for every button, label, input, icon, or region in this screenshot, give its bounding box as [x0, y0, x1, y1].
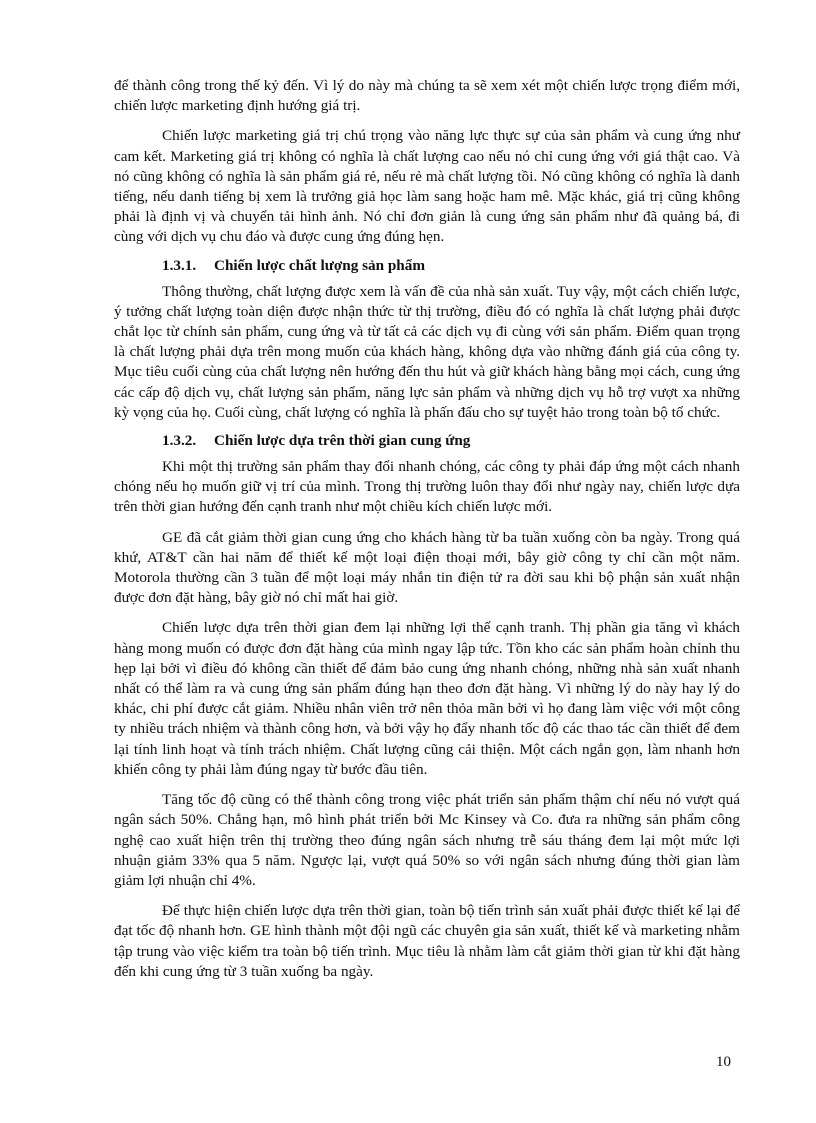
paragraph: Chiến lược dựa trên thời gian đem lại những lợi thế cạnh tranh. Thị phần gia tăng vì khách hàng mong muốn có được đơn đặt hàng của mình ngay lập tức. Tồn kho các sản phẩm hoàn chỉnh thu hẹp lại bởi vì điều đó không cần thiết để đảm bảo cung ứng nhanh chóng, những nhà sản xuất nhanh nhất có thể làm ra và cung ứng sản phẩm đúng hạn theo đơn đặt hàng. Vì những lý do này hay lý do khác, chi phí được cắt giảm. Nhiều nhân viên trở nên thỏa mãn bởi vì họ đang làm việc với một công ty nhiều trách nhiệm và thành công hơn, và bởi vậy họ đẩy nhanh tốc độ các thao tác cần thiết để đem lại tính linh hoạt và tính trách nhiệm. Chất lượng cũng cải thiện. Một cách ngắn gọn, làm nhanh hơn khiến công ty phải làm đúng ngay từ bước đầu tiên.: [114, 619, 740, 778]
paragraph: Để thực hiện chiến lược dựa trên thời gian, toàn bộ tiến trình sản xuất phải được thiết kế lại để đạt tốc độ nhanh hơn. GE hình thành một đội ngũ các chuyên gia sản xuất, thiết kế và marketing nhằm tập trung vào việc kiểm tra toàn bộ tiến trình. Mục tiêu là nhằm làm cắt giảm thời gian từ khi đặt hàng đến khi cung ứng từ 3 tuần xuống ba ngày.: [114, 902, 740, 980]
section-heading: [162, 256, 740, 276]
section-heading: [162, 431, 740, 451]
paragraph: để thành công trong thế kỷ đến. Vì lý do này mà chúng ta sẽ xem xét một chiến lược trọng điểm mới, chiến lược marketing định hướng giá trị.: [114, 77, 740, 115]
paragraph: GE đã cắt giảm thời gian cung ứng cho khách hàng từ ba tuần xuống còn ba ngày. Trong quá khứ, AT&T cần hai năm để thiết kế một loại điện thoại mới, bây giờ công ty chỉ cần một năm. Motorola thường cần 3 tuần để một loại máy nhắn tin điện tử ra đời sau khi bộ phận sản xuất nhận được đơn đặt hàng, bây giờ nó chỉ mất hai giờ.: [114, 528, 740, 607]
section-title: Chiến lược dựa trên thời gian cung ứng: [214, 432, 471, 450]
paragraph: Tăng tốc độ cũng có thể thành công trong việc phát triển sản phẩm thậm chí nếu nó vượt quá ngân sách 50%. Chẳng hạn, mô hình phát triển bởi Mc Kinsey và Co. đưa ra những sản phẩm công nghệ cao xuất hiện trên thị trường theo đúng ngân sách nhưng trễ sáu tháng đem lại một mức lợi nhuận giảm 33% qua 5 năm. Ngược lại, vượt quá 50% so với ngân sách nhưng đúng thời gian làm giảm lợi nhuận chỉ 4%.: [114, 791, 740, 889]
section-number: 1.3.2.: [162, 432, 197, 450]
paragraph: Chiến lược marketing giá trị chú trọng vào năng lực thực sự của sản phẩm và cung ứng như cam kết. Marketing giá trị không có nghĩa là chất lượng cao nếu nó chỉ cung ứng với giá thật cao. Và nó cũng không có nghĩa là sản phẩm giá rẻ, nếu rẻ mà chất lượng tồi. Nó cũng không có nghĩa là danh tiếng, nếu danh tiếng bị xem là trưởng giả học làm sang hoặc ham mê. Mặc khác, giá trị cũng không phải là định vị và chuyển tải hình ảnh. Nó chỉ đơn giản là cung ứng sản phẩm như đã quảng bá, đi cùng với dịch vụ chu đáo và được cung ứng đúng hẹn.: [114, 127, 740, 246]
page-number: 10: [716, 1054, 731, 1070]
section-title: Chiến lược chất lượng sản phẩm: [214, 256, 426, 274]
section-number: 1.3.1.: [162, 256, 197, 274]
document-body: [114, 76, 740, 982]
paragraph: Thông thường, chất lượng được xem là vấn đề của nhà sản xuất. Tuy vậy, một cách chiến lược, ý tưởng chất lượng toàn diện được nhận thức từ thị trường, điều đó có nghĩa là chất lượng phải được chắt lọc từ chính sản phẩm, cung ứng và từ tất cả các dịch vụ đi cùng với sản phẩm. Điểm quan trọng là chất lượng phải dựa trên mong muốn của khách hàng, không dựa vào những đánh giá của công ty. Mục tiêu cuối cùng của chất lượng nên hướng đến thu hút và giữ khách hàng bằng mọi cách, cung ứng các cấp độ dịch vụ, chất lượng sản phẩm, năng lực sản phẩm và những dịch vụ hỗ trợ vượt xa những kỳ vọng của họ. Cuối cùng, chất lượng có nghĩa là phấn đấu cho sự tuyệt hảo trong toàn bộ tổ chức.: [114, 282, 740, 421]
paragraph: Khi một thị trường sản phẩm thay đổi nhanh chóng, các công ty phải đáp ứng một cách nhanh chóng nếu họ muốn giữ vị trí của mình. Trong thị trường luôn thay đổi như ngày nay, chiến lược dựa trên thời gian hướng đến cạnh tranh như một chiều kích chiến lược mới.: [114, 458, 740, 516]
